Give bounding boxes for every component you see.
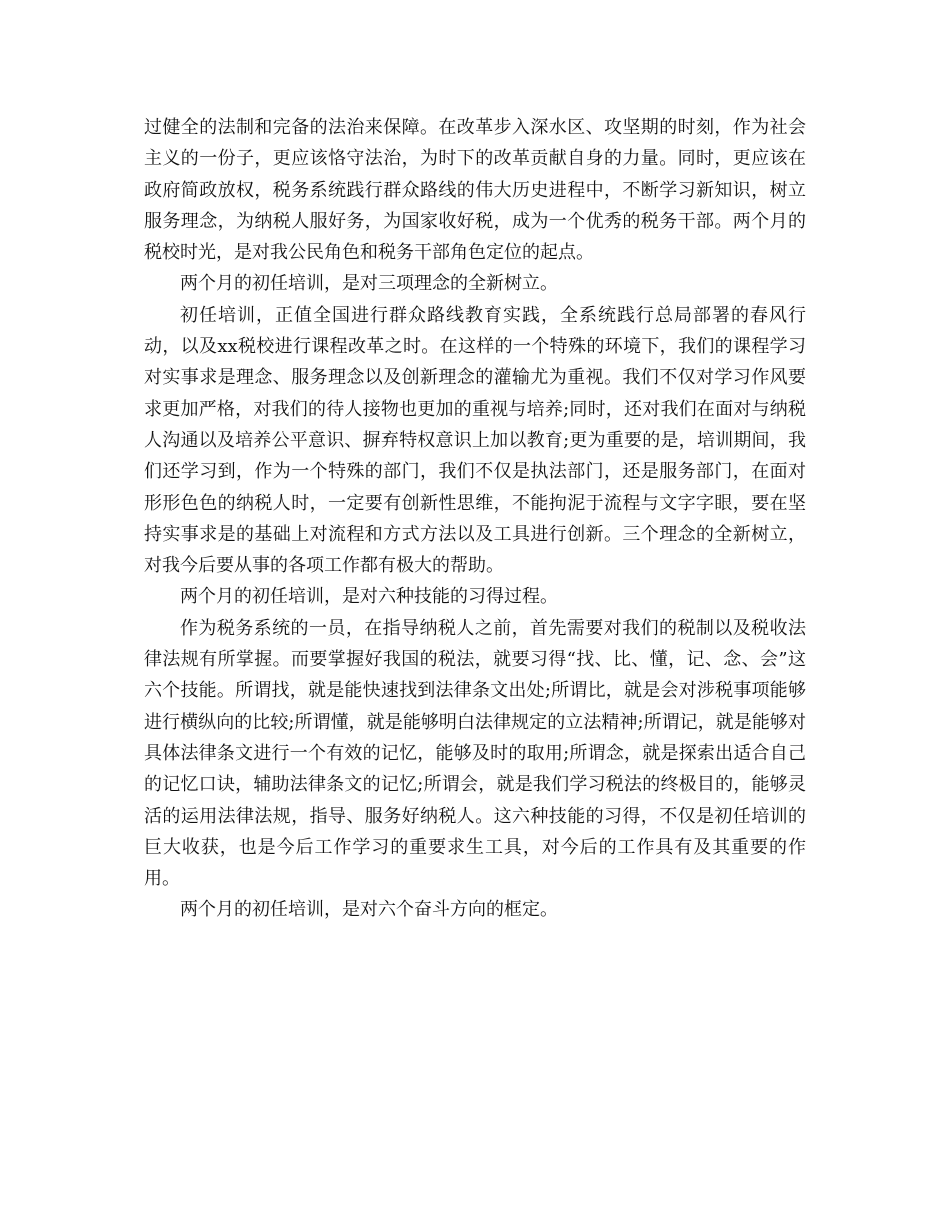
document-body [144, 112, 806, 926]
paragraph: 两个月的初任培训，是对三项理念的全新树立。 [180, 273, 558, 295]
paragraph: 两个月的初任培训，是对六种技能的习得过程。 [180, 586, 558, 608]
paragraph: 过健全的法制和完备的法治来保障。在改革步入深水区、攻坚期的时刻，作为社会主义的一份子，更应该恪守法治，为时下的改革贡献自身的力量。同时，更应该在政府简政放权，税务系统践行群众路线的伟大历史进程中，不断学习新知识，树立服务理念，为纳税人服好务，为国家收好税，成为一个优秀的税务干部。两个月的税校时光，是对我公民角色和税务干部角色定位的起点。 [144, 117, 806, 264]
paragraph: 作为税务系统的一员，在指导纳税人之前，首先需要对我们的税制以及税收法律法规有所掌握。而要掌握好我国的税法，就要习得“找、比、懂，记、念、会”这六个技能。所谓找，就是能快速找到法律条文出处;所谓比，就是会对涉税事项能够进行横纵向的比较;所谓懂，就是能够明白法律规定的立法精神;所谓记，就是能够对具体法律条文进行一个有效的记忆，能够及时的取用;所谓念，就是探索出适合自己的记忆口诀，辅助法律条文的记忆;所谓会，就是我们学习税法的终极目的，能够灵活的运用法律法规，指导、服务好纳税人。这六种技能的习得，不仅是初任培训的巨大收获，也是今后工作学习的重要求生工具，对今后的工作具有及其重要的作用。 [144, 617, 806, 890]
paragraph: 两个月的初任培训，是对六个奋斗方向的框定。 [180, 899, 558, 921]
paragraph: 初任培训，正值全国进行群众路线教育实践，全系统践行总局部署的春风行动，以及xx税校进行课程改革之时。在这样的一个特殊的环境下，我们的课程学习对实事求是理念、服务理念以及创新理念的灌输尤为重视。我们不仅对学习作风要求更加严格，对我们的待人接物也更加的重视与培养;同时，还对我们在面对与纳税人沟通以及培养公平意识、摒弃特权意识上加以教育;更为重要的是，培训期间，我们还学习到，作为一个特殊的部门，我们不仅是执法部门，还是服务部门，在面对形形色色的纳税人时，一定要有创新性思维，不能拘泥于流程与文字字眼，要在坚持实事求是的基础上对流程和方式方法以及工具进行创新。三个理念的全新树立，对我今后要从事的各项工作都有极大的帮助。 [144, 304, 806, 577]
